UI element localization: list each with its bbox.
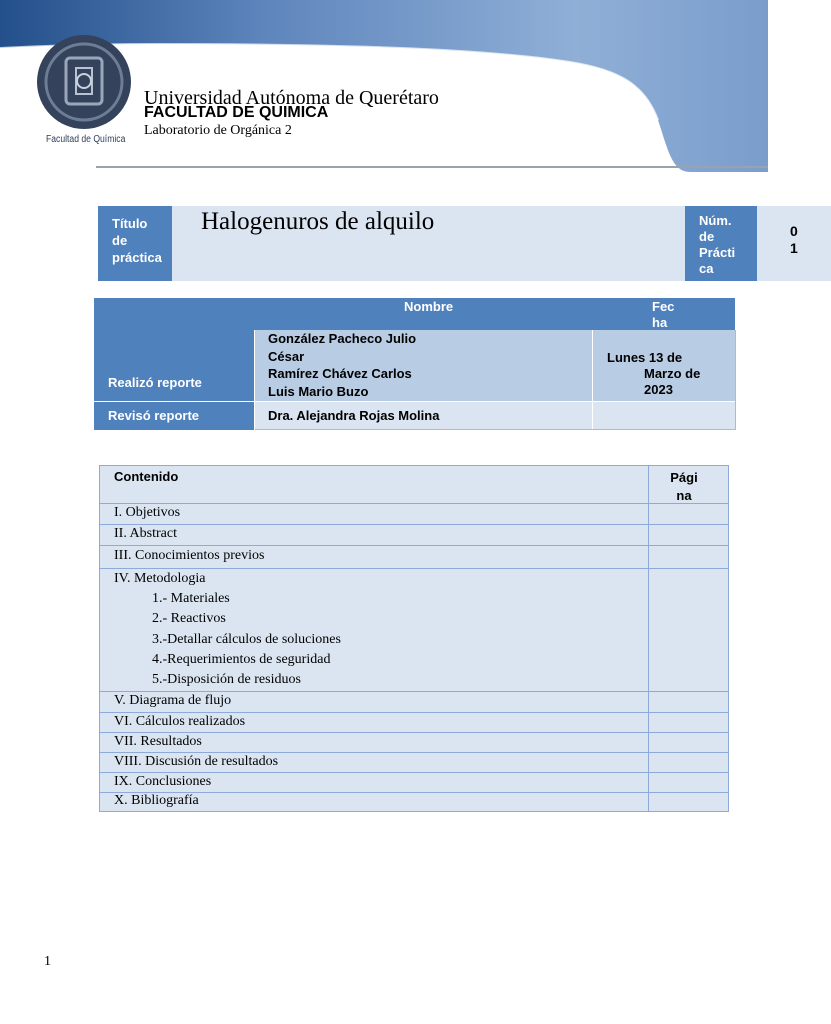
page-header-line: Pági [670, 470, 698, 485]
date-header-line: ha [652, 315, 668, 330]
contents-item: IX. Conclusiones [114, 774, 212, 789]
date-header-line: Fec [652, 299, 675, 314]
column-name-header: Nombre [404, 299, 454, 314]
contents-item: V. Diagrama de flujo [114, 693, 232, 708]
header-divider [96, 166, 768, 168]
made-report-label: Realizó reporte [94, 330, 254, 401]
page-header [668, 469, 700, 505]
title-label-line: de [112, 233, 128, 248]
table-border [735, 330, 736, 430]
report-header-row [94, 298, 735, 330]
date-line: 2023 [644, 382, 673, 397]
author-name-line: César [268, 348, 305, 364]
contents-subitem: 2.- Reactivos [152, 611, 226, 626]
reviewed-report-label: Revisó reporte [94, 402, 254, 430]
contents-subitem: 3.-Detallar cálculos de soluciones [152, 632, 341, 647]
contents-row [100, 733, 728, 753]
date-line: Lunes 13 de [607, 350, 683, 365]
university-name: Universidad Autónoma de Querétaro [144, 87, 439, 109]
reviewed-report-name: Dra. Alejandra Rojas Molina [255, 402, 592, 430]
page-header-line: na [676, 488, 692, 503]
page-number: 1 [44, 954, 51, 969]
number-label-line: de [699, 229, 715, 244]
practice-title: Halogenuros de alquilo [172, 206, 685, 281]
title-label-line: Título [112, 216, 148, 231]
contents-item: III. Conocimientos previos [114, 548, 265, 563]
date-line: Marzo de [644, 366, 701, 381]
contents-header-cell [100, 466, 649, 503]
column-date-header [652, 299, 674, 331]
title-label-line: práctica [112, 250, 162, 265]
contents-row [100, 713, 728, 733]
contents-row-methodology [100, 569, 728, 692]
contents-item: IV. Metodologia [114, 571, 206, 586]
contents-item: VII. Resultados [114, 734, 202, 749]
author-name-line: Ramírez Chávez Carlos [268, 366, 412, 381]
contents-table [99, 465, 729, 812]
number-label-line: Núm. [699, 213, 732, 228]
author-name-line: Luis Mario Buzo [268, 383, 369, 399]
title-label-cell [98, 206, 172, 281]
contents-row [100, 692, 728, 713]
number-label-line: ca [699, 261, 714, 276]
contents-subitem: 5.-Disposición de residuos [152, 672, 301, 687]
contents-cell [100, 504, 649, 524]
contents-subitem: 1.- Materiales [152, 591, 230, 606]
contents-row [100, 773, 728, 793]
made-report-date [593, 330, 735, 401]
contents-item: X. Bibliografía [114, 793, 199, 808]
contents-cell [100, 525, 649, 545]
contents-item: I. Objetivos [114, 505, 181, 520]
contents-header-row [100, 466, 728, 504]
practice-number-digit: 1 [790, 240, 798, 256]
practice-title-table [98, 206, 798, 281]
number-label-line: Prácti [699, 245, 736, 260]
contents-header: Contenido [114, 469, 179, 484]
contents-row [100, 753, 728, 773]
logo-caption: Facultad de Química [46, 134, 126, 145]
contents-row [100, 525, 728, 546]
made-report-names [255, 330, 592, 401]
contents-row [100, 793, 728, 811]
practice-number [757, 206, 831, 281]
lab-name: Laboratorio de Orgánica 2 [144, 123, 292, 138]
contents-item: VI. Cálculos realizados [114, 714, 246, 729]
contents-subitem: 4.-Requerimientos de seguridad [152, 652, 331, 667]
practice-number-digit: 0 [790, 223, 798, 239]
university-seal-logo [36, 34, 132, 130]
faculty-name: FACULTAD DE QUIMICA [144, 104, 329, 121]
table-border [255, 429, 735, 430]
contents-row [100, 504, 728, 525]
author-name-line: González Pacheco Julio [268, 331, 417, 346]
number-label-cell [685, 206, 757, 281]
contents-item: VIII. Discusión de resultados [114, 754, 279, 769]
reviewed-report-date [593, 402, 735, 430]
contents-row [100, 546, 728, 569]
report-table [94, 298, 735, 430]
contents-item: II. Abstract [114, 526, 177, 541]
